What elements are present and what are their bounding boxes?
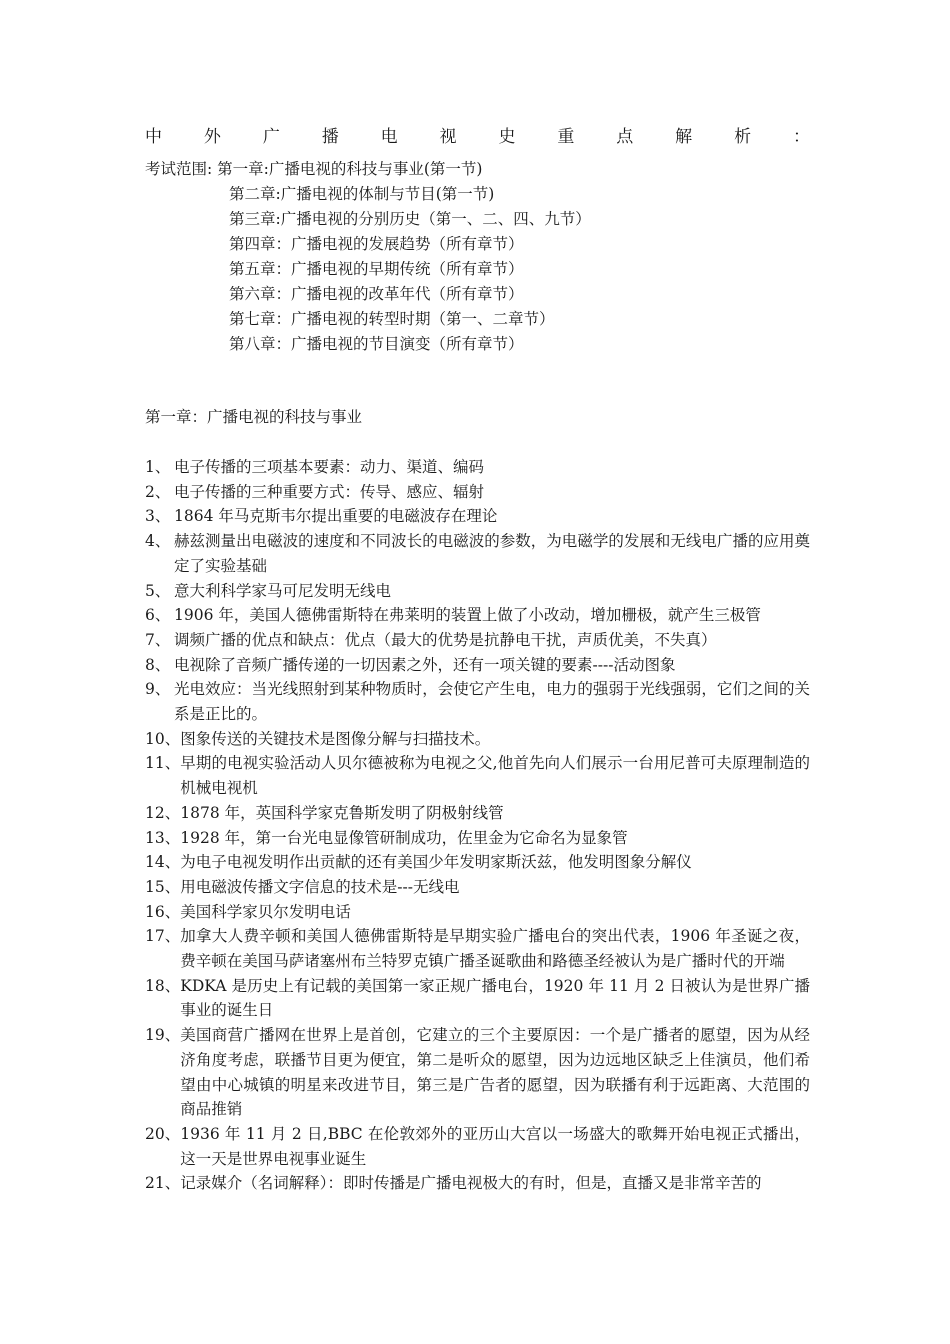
item-text: 赫兹测量出电磁波的速度和不同波长的电磁波的参数，为电磁学的发展和无线电广播的应用奠定了实验基础	[174, 532, 810, 575]
item-number: 15、	[145, 877, 181, 896]
list-item	[145, 480, 810, 505]
item-number: 8、	[145, 655, 171, 674]
list-item	[145, 455, 810, 480]
scope-item: 第六章：广播电视的改革年代（所有章节）	[229, 285, 524, 303]
item-number: 6、	[145, 606, 171, 625]
key-points-list	[145, 455, 810, 1196]
list-item	[145, 653, 810, 678]
list-item	[145, 727, 810, 752]
list-item	[145, 1122, 810, 1171]
item-number: 10、	[145, 729, 181, 748]
list-item	[145, 1171, 810, 1196]
list-item	[145, 801, 810, 826]
title-char: 播	[321, 127, 339, 147]
title-char: 视	[439, 127, 457, 147]
item-number: 7、	[145, 630, 171, 649]
item-text: 1928 年，第一台光电显像管研制成功，佐里金为它命名为显象管	[180, 828, 628, 847]
item-text: 电子传播的三种重要方式：传导、感应、辐射	[174, 482, 485, 501]
item-text: 电子传播的三项基本要素：动力、渠道、编码	[174, 458, 485, 476]
document-title	[145, 122, 810, 147]
item-number: 3、	[145, 507, 171, 526]
item-text: 1906 年，美国人德佛雷斯特在弗莱明的装置上做了小改动，增加栅极，就产生三极管	[174, 606, 761, 625]
item-number: 12、	[145, 803, 181, 822]
item-text: 加拿大人费辛顿和美国人德佛雷斯特是早期实验广播电台的突出代表，1906 年圣诞之夜，费辛顿在美国马萨诸塞州布兰特罗克镇广播圣诞歌曲和路德圣经被认为是广播时代的开端	[180, 927, 810, 971]
item-number: 16、	[145, 902, 181, 921]
scope-row	[145, 157, 591, 182]
title-char: 电	[380, 127, 398, 147]
item-number: 1、	[145, 458, 171, 476]
list-item	[145, 677, 810, 726]
item-text: 美国科学家贝尔发明电话	[180, 902, 351, 921]
item-text: 意大利科学家马可尼发明无线电	[174, 581, 392, 600]
item-text: 1936 年 11 月 2 日,BBC 在伦敦郊外的亚历山大宫以一场盛大的歌舞开始电视正式播出，这一天是世界电视事业诞生	[180, 1124, 810, 1168]
chapter-heading: 第一章：广播电视的科技与事业	[145, 408, 363, 426]
scope-item: 第一章:广播电视的科技与事业(第一节)	[217, 160, 483, 178]
list-item	[145, 529, 810, 578]
item-number: 2、	[145, 482, 171, 501]
scope-item: 第八章：广播电视的节目演变（所有章节）	[229, 335, 524, 353]
scope-item: 第三章:广播电视的分别历史（第一、二、四、九节）	[229, 210, 591, 228]
list-item	[145, 751, 810, 800]
exam-scope	[145, 157, 591, 357]
title-char: 析	[734, 127, 752, 147]
item-text: 1864 年马克斯韦尔提出重要的电磁波存在理论	[174, 507, 498, 526]
scope-item: 第五章：广播电视的早期传统（所有章节）	[229, 260, 524, 278]
title-char: 中	[145, 127, 162, 147]
list-item	[145, 603, 810, 628]
list-item	[145, 628, 810, 653]
list-item	[145, 850, 810, 875]
item-number: 14、	[145, 853, 181, 872]
title-char: 广	[262, 127, 280, 147]
list-item	[145, 579, 810, 604]
item-text: 1878 年，英国科学家克鲁斯发明了阴极射线管	[180, 803, 504, 822]
title-char: ：	[792, 127, 810, 147]
item-number: 17、	[145, 927, 181, 946]
title-char: 史	[498, 127, 516, 147]
item-number: 20、	[145, 1124, 181, 1143]
scope-item: 第二章:广播电视的体制与节目(第一节)	[229, 185, 495, 203]
item-number: 18、	[145, 976, 181, 995]
title-char: 解	[675, 127, 693, 147]
list-item	[145, 826, 810, 851]
item-text: 用电磁波传播文字信息的技术是---无线电	[180, 877, 460, 896]
item-text: 早期的电视实验活动人贝尔德被称为电视之父,他首先向人们展示一台用尼普可夫原理制造的机械电视机	[180, 754, 810, 798]
scope-label: 考试范围:	[145, 160, 218, 178]
list-item	[145, 1023, 810, 1122]
item-text: 美国商营广播网在世界上是首创，它建立的三个主要原因：一个是广播者的愿望，因为从经济角度考虑，联播节目更为便宜，第二是听众的愿望，因为边远地区缺乏上佳演员，他们希望由中心城镇的明星来改进节目，第三是广告者的愿望，因为联播有利于远距离、大范围的商品推销	[180, 1026, 810, 1119]
list-item	[145, 900, 810, 925]
item-number: 11、	[145, 754, 181, 773]
title-char: 点	[616, 127, 634, 147]
item-text: 记录媒介（名词解释）：即时传播是广播电视极大的有时，但是，直播又是非常辛苦的	[180, 1174, 762, 1193]
item-text: KDKA 是历史上有记载的美国第一家正规广播电台，1920 年 11 月 2 日被认为是世界广播事业的诞生日	[180, 976, 810, 1020]
list-item	[145, 924, 810, 973]
item-number: 5、	[145, 581, 171, 600]
title-char: 重	[557, 127, 575, 147]
item-number: 21、	[145, 1174, 181, 1193]
item-number: 19、	[145, 1026, 181, 1045]
list-item	[145, 504, 810, 529]
list-item	[145, 875, 810, 900]
scope-item: 第七章：广播电视的转型时期（第一、二章节）	[229, 310, 555, 328]
item-text: 光电效应：当光线照射到某种物质时，会使它产生电，电力的强弱于光线强弱，它们之间的关系是正比的。	[174, 680, 810, 724]
item-text: 图象传送的关键技术是图像分解与扫描技术。	[180, 729, 491, 748]
item-number: 9、	[145, 680, 171, 699]
item-text: 调频广播的优点和缺点：优点（最大的优势是抗静电干扰，声质优美，不失真）	[174, 630, 717, 649]
list-item	[145, 974, 810, 1023]
item-text: 为电子电视发明作出贡献的还有美国少年发明家斯沃兹，他发明图象分解仪	[180, 853, 692, 872]
item-number: 4、	[145, 532, 171, 551]
item-number: 13、	[145, 828, 181, 847]
scope-item: 第四章：广播电视的发展趋势（所有章节）	[229, 235, 524, 253]
item-text: 电视除了音频广播传递的一切因素之外，还有一项关键的要素----活动图象	[174, 655, 676, 674]
title-char: 外	[203, 127, 221, 147]
